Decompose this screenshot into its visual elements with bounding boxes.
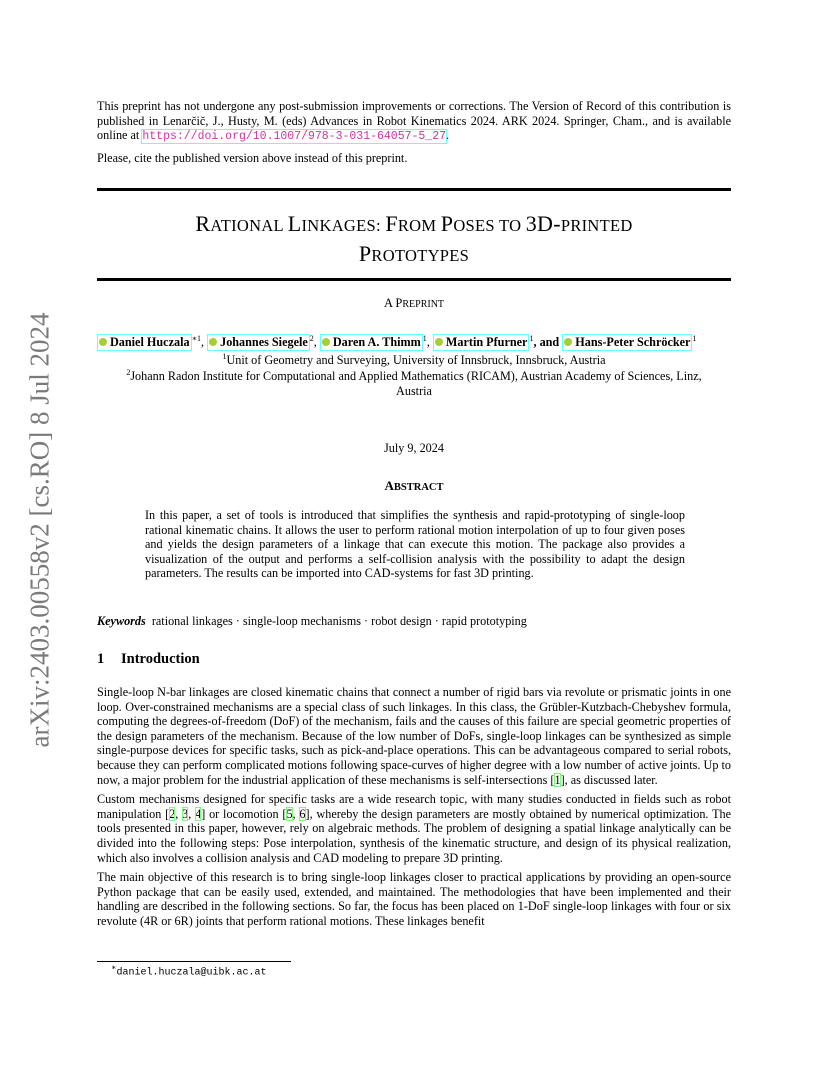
footnote-rule [97,961,291,962]
arxiv-identifier: arXiv:2403.00558v2 [cs.RO] 8 Jul 2024 [24,312,55,748]
paragraph: Single-loop N-bar linkages are closed kinematic chains that connect a number of rigid bars via revolute or prismatic joints in one loop. Over-constrained mechanisms are a special class of such linkages. In this class, the Grübler-Kutzbach-Chebyshev formula, computing the degrees-of-freedom (DoF) of the mechanism, fails and the causes of this failure are special geometric properties of the design parameters of the mechanism. Because of the low number of DoFs, single-loop linkages can be synthesized as simple single-purpose devices for specific tasks, such as pick-and-place operations. This can be advantageous compared to serial robots, because they can perform complicated motions following space-curves of higher degree with a low number of active joints. Up to now, a major problem for the industrial application of these mechanisms is self-intersections [1], as discussed later. [97,685,731,787]
orcid-icon[interactable] [209,338,217,346]
citation-link[interactable]: 3 [182,806,189,821]
body-text [97,685,731,934]
author-link[interactable]: Daren A. Thimm [320,334,423,351]
author-link[interactable]: Martin Pfurner [433,334,530,351]
date: July 9, 2024 [384,441,444,455]
footnote-email[interactable]: daniel.huczala@uibk.ac.at [116,967,267,979]
author-list: Daniel Huczala $^{∗1}$, Johannes Siegele $^2$, Daren A. Thimm $^1$, Martin Pfurner $^1$, and Hans-Peter Schröcker $^1$ [97,334,731,351]
citation-link[interactable]: 6 [299,806,306,821]
paragraph: Custom mechanisms designed for specific tasks are a wide research topic, with many studies conducted in fields such as robot manipulation [2, 3, 4] or locomotion [5, 6], whereby the design parameters are mostly obtained by numerical optimization. The tools presented in this paper, however, rely on algebraic methods. The problem of designing a spatial linkage analytically can be divided into the following steps: Pose interpolation, synthesis of the kinematic structure, and design of its physical realization, which also involves a collision analysis and CAD modeling to prepare 3D printing. [97,792,732,865]
orcid-icon[interactable] [99,338,107,346]
author-link[interactable]: Johannes Siegele [207,334,310,351]
title-rule-bottom [97,278,731,281]
orcid-icon[interactable] [322,338,330,346]
orcid-icon[interactable] [435,338,443,346]
paragraph: The main objective of this research is to bring single-loop linkages closer to practical applications by providing an open-source Python package that can be easily used, extended, and maintained. The methodologies that have been implemented and their handling are described in the following sections. So far, the focus has been placed on 1-DoF single-loop linkages with four or six revolute (4R or 6R) joints that perform rational motions. These linkages benefit [97,870,731,928]
citation-link[interactable]: 4 [195,806,202,821]
orcid-icon[interactable] [564,338,572,346]
section-heading: 1 Introduction [97,651,200,667]
affiliation-2: $^2$Johann Radon Institute for Computational and Applied Mathematics (RICAM), Austrian Academy of Sciences, Linz, Austria [126,368,702,398]
citation-link[interactable]: 5 [286,806,293,821]
citation-link[interactable]: 2 [169,806,176,821]
author-link[interactable]: Hans-Peter Schröcker [562,334,692,351]
keywords: Keywords rational linkages · single-loop mechanisms · robot design · rapid prototyping [97,614,527,628]
abstract-heading: ABSTRACT [384,478,444,493]
affiliation-1: $^1$Unit of Geometry and Surveying, University of Innsbruck, Innsbruck, Austria [222,352,606,368]
paper-title: RATIONAL LINKAGES: FROM POSES TO 3D-PRINTED PROTOTYPES [195,211,633,266]
citation-link[interactable]: 1 [554,772,561,787]
title-rule-top [97,188,731,191]
preprint-notice: This preprint has not undergone any post-submission improvements or corrections. The Version of Record of this contribution is published in Lenarčič, J., Husty, M. (eds) Advances in Robot Kinematics 2024. ARK 2024. Springer, Cham., and is available online at https://doi.org/10.1007/978-3-031-64057-5_27. Please, cite the published version above instead of this preprint. [97,99,731,165]
author-link[interactable]: Daniel Huczala [97,334,192,351]
abstract: In this paper, a set of tools is introduced that simplifies the synthesis and rapid-prototyping of single-loop rational kinematic chains. It allows the user to perform rational motion interpolation of up to four given poses and yields the design parameters of a linkage that can execute this motion. The package also provides a visualization of the output and performs a self-collision analysis with the possibility to adapt the design parameters. The results can be imported into CAD-systems for fast 3D printing. [145,508,685,581]
doi-link[interactable]: https://doi.org/10.1007/978-3-031-64057-5_27 [142,130,447,144]
preprint-label: A PREPRINT [383,296,445,310]
cite-instruction: Please, cite the published version above instead of this preprint. [97,150,408,165]
arxiv-sidebar [20,300,60,760]
footnote: ∗daniel.huczala@uibk.ac.at [111,963,267,979]
